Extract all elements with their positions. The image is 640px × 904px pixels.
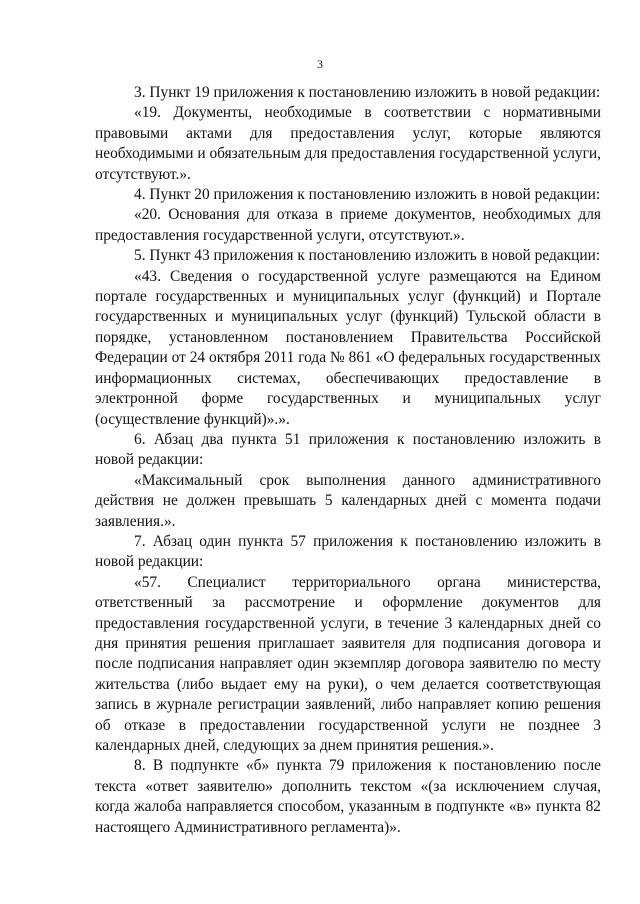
amendment-item-7-heading: 7. Абзац один пункта 57 приложения к постановлению изложить в новой редакции: (95, 532, 601, 571)
amendment-item-3-text: «19. Документы, необходимые в соответствии с нормативными правовыми актами для предоставления услуг, которые являются необходимыми и обязательным для предоставления государственной услуги, отсутствуют.». (95, 104, 601, 183)
amendment-item-6-text: «Максимальный срок выполнения данного административного действия не должен превышать 5 календарных дней с момента подачи заявления.». (95, 471, 601, 530)
amendment-item-3-heading: 3. Пункт 19 приложения к постановлению изложить в новой редакции: (134, 84, 601, 101)
amendment-item-4-heading: 4. Пункт 20 приложения к постановлению изложить в новой редакции: (134, 186, 601, 204)
page-number: 3 (317, 57, 323, 71)
amendment-item-4-text: «20. Основания для отказа в приеме документов, необходимых для предоставления государственной услуги, отсутствуют.». (95, 206, 601, 244)
amendment-item-6-heading: 6. Абзац два пункта 51 приложения к постановлению изложить в новой редакции: (95, 430, 601, 469)
amendment-item-8: 8. В подпункте «б» пункта 79 приложения к постановлению после текста «ответ заявителю» дополнить текстом «(за исключением случая, когда жалоба направляется способом, указанным в подпункте «в» пункта 82 настоящего Административного регламента)». (95, 757, 601, 836)
amendment-item-5-text: «43. Сведения о государственной услуге размещаются на Едином портале государственных и муниципальных услуг (функций) и Портале государственных и муниципальных услуг (функций) Тульской области в порядке, установленном постановлением Правительства Российской Федерации от 24 октября 2011 года № 861 «О федеральных государственных информационных системах, обеспечивающих предоставление в электронной форме государственных и муниципальных услуг (осуществление функций)».». (95, 267, 601, 428)
amendment-item-7-text: «57. Специалист территориального органа министерства, ответственный за рассмотрение и оформление документов для предоставления государственной услуги, в течение 3 календарных дней со дня принятия решения приглашает заявителя для подписания договора и после подписания направляет один экземпляр договора заявителю по месту жительства (либо выдает ему на руки), о чем делается соответствующая запись в журнале регистрации заявлений, либо направляет копию решения об отказе в предоставлении государственной услуги не позднее 3 календарных дней, следующих за днем принятия решения.». (95, 573, 601, 754)
amendment-item-5-heading: 5. Пункт 43 приложения к постановлению изложить в новой редакции: (134, 247, 601, 265)
document-body (95, 83, 601, 838)
